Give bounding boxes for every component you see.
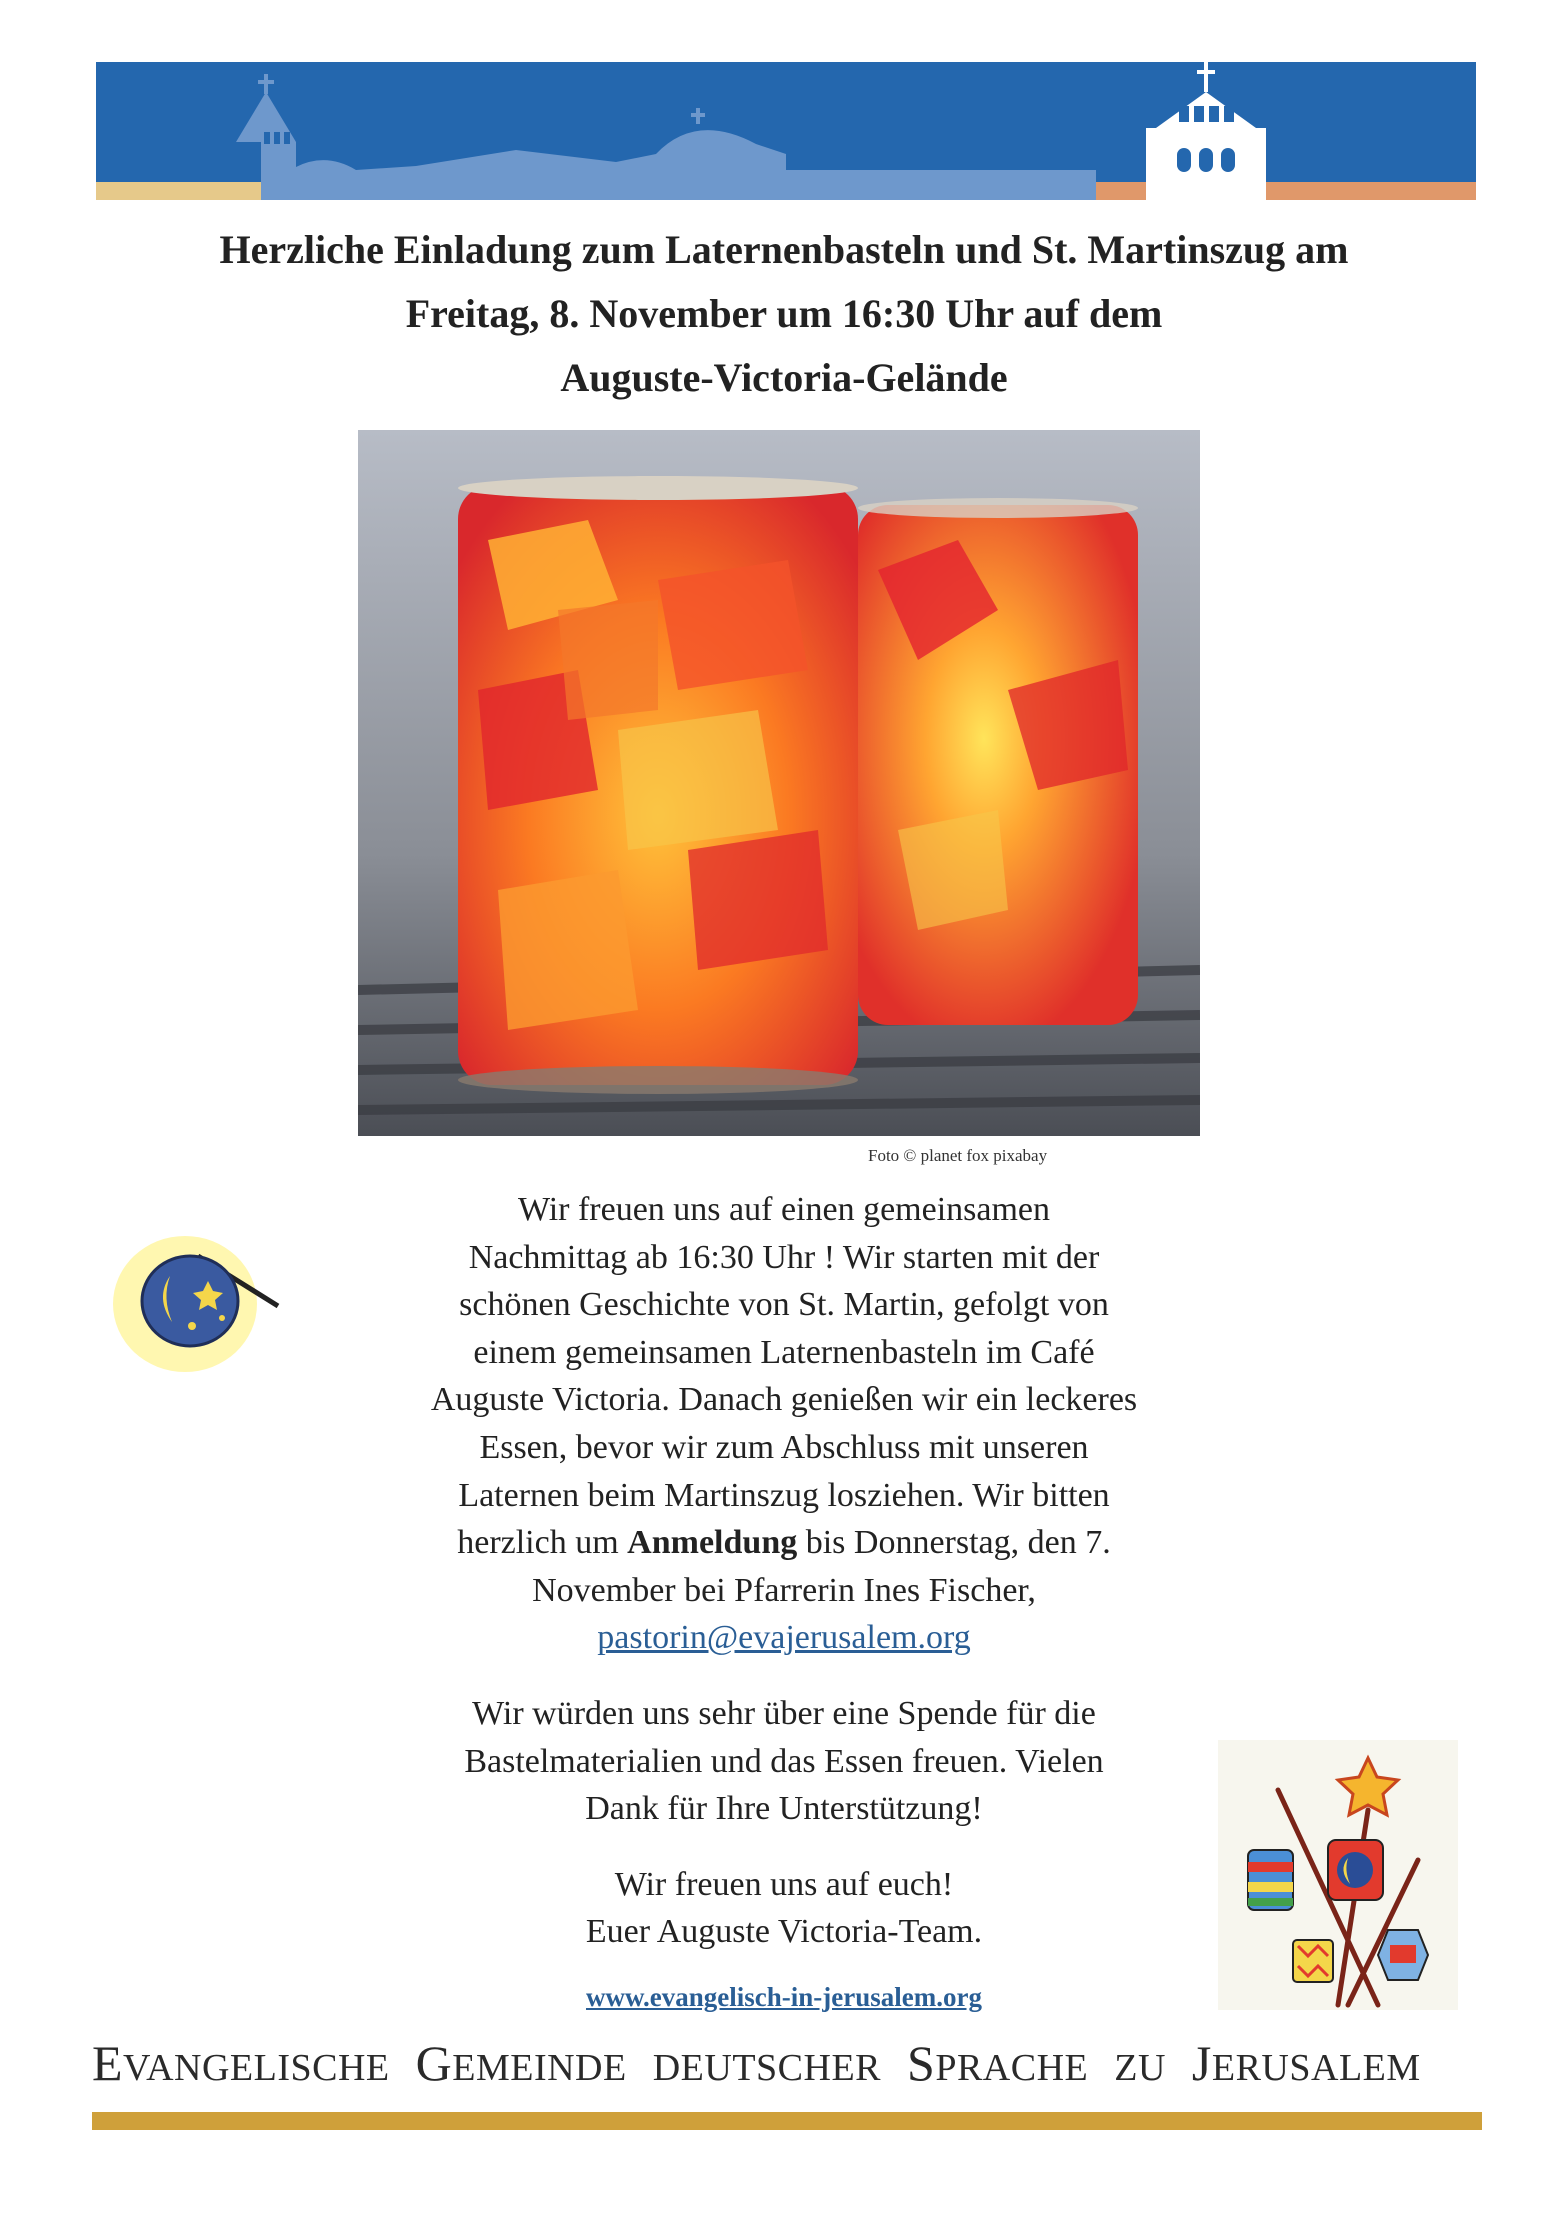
invitation-text	[300, 1186, 1268, 1956]
tower-windows	[264, 132, 290, 144]
front-lantern	[458, 476, 858, 1094]
heading-line-3: Auguste-Victoria-Gelände	[560, 355, 1008, 400]
footer-rule	[92, 2112, 1482, 2130]
email-link[interactable]: pastorin@evajerusalem.org	[597, 1619, 971, 1657]
text-line	[300, 1614, 1268, 1662]
paragraph-1	[300, 1186, 1268, 1662]
text-line: Wir würden uns sehr über eine Spende für die	[472, 1694, 1096, 1732]
back-lantern	[858, 498, 1138, 1025]
photo-credit: Foto © planet fox pixabay	[868, 1146, 1048, 1165]
registration-emphasis: Anmeldung	[627, 1524, 798, 1562]
lantern-photo	[358, 430, 1200, 1136]
text-line: schönen Geschichte von St. Martin, gefolgt von	[459, 1286, 1109, 1324]
heading-line-1: Herzliche Einladung zum Laternenbasteln und St. Martinszug am	[219, 227, 1349, 272]
moon-lantern-icon	[110, 1226, 280, 1376]
organization-name	[92, 2034, 1482, 2092]
text-line: Bastelmaterialien und das Essen freuen. Vielen	[464, 1742, 1104, 1780]
text-line: November bei Pfarrerin Ines Fischer,	[532, 1571, 1036, 1609]
website-link[interactable]: www.evangelisch-in-jerusalem.org	[586, 1982, 982, 2012]
footer-word: JERUSALEM	[1191, 2035, 1421, 2091]
text-line: Laternen beim Martinszug losziehen. Wir bitten	[458, 1476, 1110, 1514]
heading-line-2: Freitag, 8. November um 16:30 Uhr auf dem	[405, 291, 1163, 336]
text-line: Auguste Victoria. Danach genießen wir ein leckeres	[430, 1381, 1138, 1419]
text-line: Dank für Ihre Unterstützung!	[585, 1790, 983, 1828]
text-line: Wir freuen uns auf euch!	[614, 1865, 954, 1903]
text-line: Euer Auguste Victoria-Team.	[585, 1913, 983, 1951]
text-line: Nachmittag ab 16:30 Uhr ! Wir starten mit der	[468, 1238, 1100, 1276]
text-line: einem gemeinsamen Laternenbasteln im Café	[473, 1333, 1095, 1371]
footer-word: SPRACHE	[907, 2035, 1089, 2091]
footer-word: GEMEINDE	[415, 2035, 627, 2091]
text-fragment: bis Donnerstag, den 7.	[797, 1524, 1111, 1562]
header-banner	[96, 62, 1476, 200]
text-line: Essen, bevor wir zum Abschluss mit unseren	[479, 1428, 1089, 1466]
text-line: Wir freuen uns auf einen gemeinsamen	[517, 1191, 1051, 1228]
paragraph-2	[300, 1690, 1268, 1833]
event-heading	[60, 218, 1508, 410]
lantern-cluster-icon	[1218, 1740, 1458, 2010]
text-line	[300, 1519, 1268, 1567]
footer-word: ZU	[1114, 2047, 1166, 2089]
footer-word: EVANGELISCHE	[92, 2035, 390, 2091]
text-fragment: herzlich um	[457, 1524, 628, 1562]
paragraph-3	[300, 1861, 1268, 1956]
footer-word: DEUTSCHER	[652, 2047, 882, 2089]
